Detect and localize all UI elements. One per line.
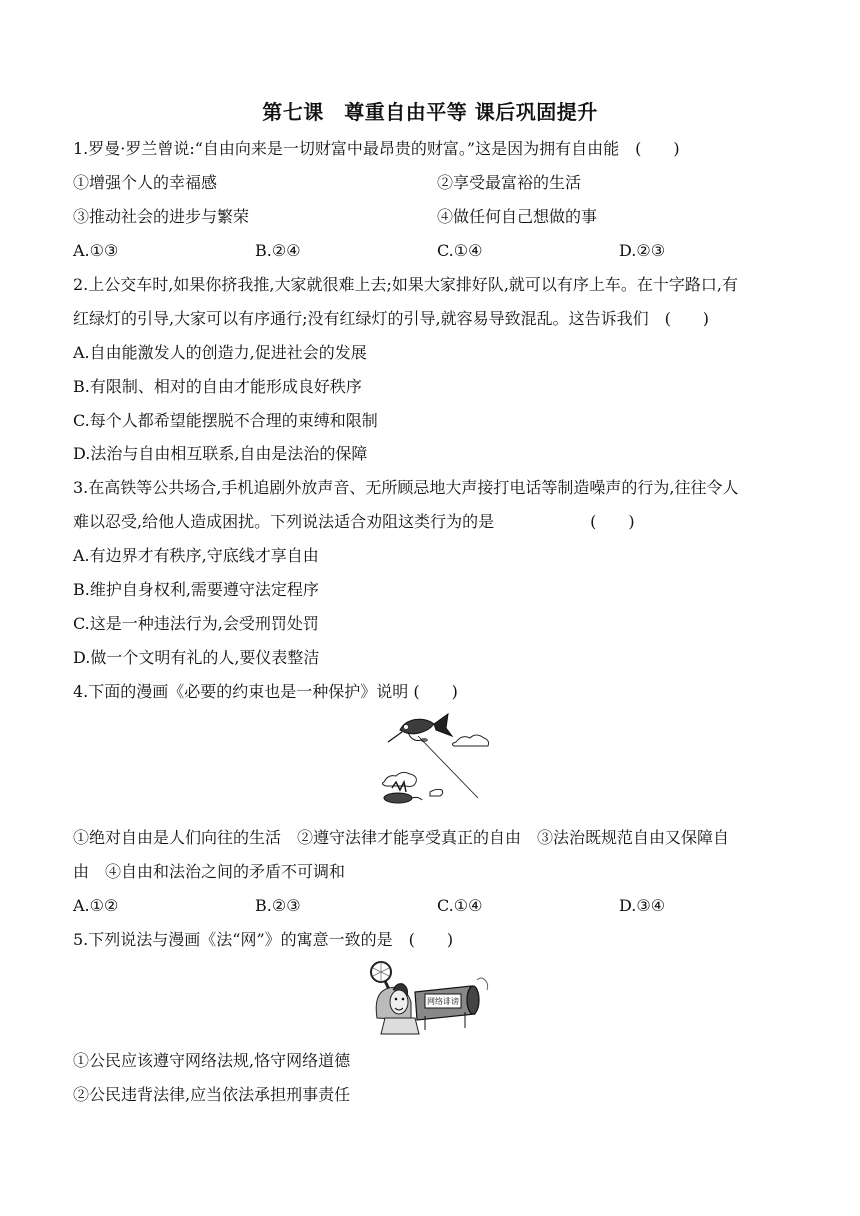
q4-option-d: D.③④	[619, 896, 666, 915]
kite-cartoon-image	[378, 710, 490, 814]
q1-option-d: D.②③	[619, 241, 666, 260]
q4-items-line2: 由 ④自由和法治之间的矛盾不可调和	[73, 862, 346, 881]
kite-fish-icon	[400, 714, 452, 742]
q1-option-b: B.②④	[255, 241, 301, 260]
q5-stem: 5.下列说法与漫画《法“网”》的寓意一致的是 ( )	[73, 930, 454, 949]
q3-option-b: B.维护自身权利,需要遵守法定程序	[73, 580, 319, 599]
q3-option-d: D.做一个文明有礼的人,要仪表整洁	[73, 648, 320, 667]
q1-item-3: ③推动社会的进步与繁荣	[73, 207, 250, 226]
q3-option-c: C.这是一种违法行为,会受刑罚处罚	[73, 614, 319, 633]
q1-option-c: C.①④	[437, 241, 483, 260]
q2-option-a: A.自由能激发人的创造力,促进社会的发展	[73, 343, 367, 362]
q1-item-1: ①增强个人的幸福感	[73, 173, 218, 192]
q1-stem: 1.罗曼·罗兰曾说:“自由向来是一切财富中最昂贵的财富。”这是因为拥有自由能 ( )	[73, 139, 680, 158]
q2-option-b: B.有限制、相对的自由才能形成良好秩序	[73, 377, 362, 396]
law-net-cartoon-image	[365, 958, 491, 1040]
q4-option-a: A.①②	[73, 896, 119, 915]
q1-option-a: A.①③	[73, 241, 119, 260]
cannon-icon	[415, 978, 488, 1030]
q3-option-a: A.有边界才有秩序,守底线才享自由	[73, 546, 319, 565]
q4-option-c: C.①④	[437, 896, 483, 915]
q3-stem-line2: 难以忍受,给他人造成困扰。下列说法适合劝阻这类行为的是 ( )	[73, 512, 635, 531]
q1-item-4: ④做任何自己想做的事	[437, 207, 598, 226]
q5-item-2: ②公民违背法律,应当依法承担刑事责任	[73, 1085, 351, 1104]
q2-stem-line1: 2.上公交车时,如果你挤我推,大家就很难上去;如果大家排好队,就可以有序上车。在十字路口,有	[73, 275, 739, 294]
q2-stem-line2: 红绿灯的引导,大家可以有序通行;没有红绿灯的引导,就容易导致混乱。这告诉我们 ( )	[73, 309, 710, 328]
page-title: 第七课 尊重自由平等 课后巩固提升	[262, 100, 598, 124]
q4-items-line1: ①绝对自由是人们向往的生活 ②遵守法律才能享受真正的自由 ③法治既规范自由又保障自	[73, 828, 730, 847]
q3-stem-line1: 3.在高铁等公共场合,手机追剧外放声音、无所顾忌地大声接打电话等制造噪声的行为,往往令人	[73, 478, 739, 497]
q2-option-c: C.每个人都希望能摆脱不合理的束缚和限制	[73, 411, 378, 430]
cannon-sign-label: 网络诽谤	[427, 997, 459, 1006]
q1-item-2: ②享受最富裕的生活	[437, 173, 582, 192]
person-icon	[376, 984, 419, 1034]
q4-stem: 4.下面的漫画《必要的约束也是一种保护》说明 ( )	[73, 682, 458, 701]
q4-option-b: B.②③	[255, 896, 301, 915]
q5-item-1: ①公民应该遵守网络法规,恪守网络道德	[73, 1051, 351, 1070]
q2-option-d: D.法治与自由相互联系,自由是法治的保障	[73, 444, 368, 463]
